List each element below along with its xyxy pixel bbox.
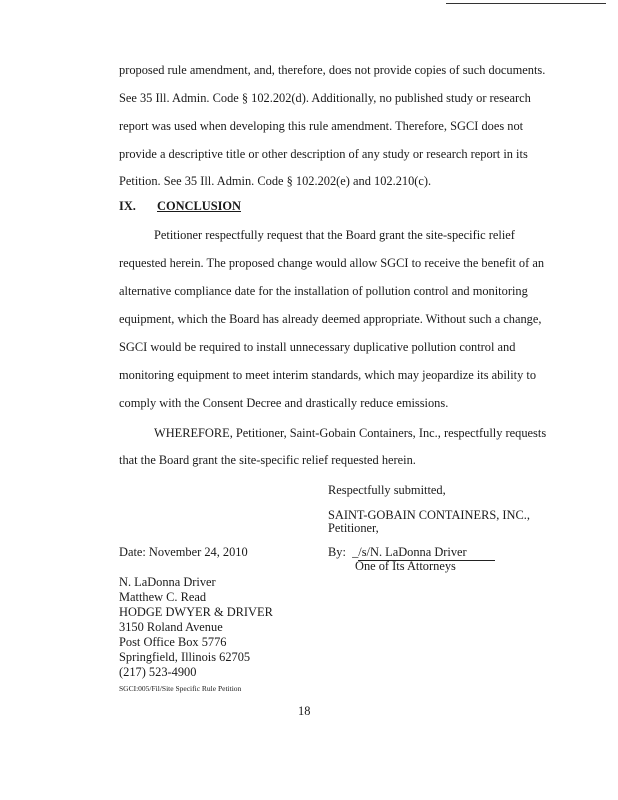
attorney-line: Post Office Box 5776 xyxy=(119,635,227,649)
signature-role: Petitioner, xyxy=(328,521,379,535)
conclusion-line: equipment, which the Board has already deemed appropriate. Without such a change, xyxy=(119,312,542,326)
conclusion-line: comply with the Consent Decree and drastically reduce emissions. xyxy=(119,396,449,410)
body-line: report was used when developing this rule amendment. Therefore, SGCI does not xyxy=(119,119,524,133)
body-line: provide a descriptive title or other description of any study or research report in its xyxy=(119,147,528,161)
body-line: proposed rule amendment, and, therefore, does not provide copies of such documents. xyxy=(119,63,546,77)
signature-by-line: By: _/s/N. LaDonna Driver xyxy=(328,545,495,561)
signature-by-label: By: xyxy=(328,545,346,559)
conclusion-line: SGCI would be required to install unnecessary duplicative pollution control and xyxy=(119,340,516,354)
signature-of-attorneys: One of Its Attorneys xyxy=(355,559,456,573)
conclusion-line: alternative compliance date for the installation of pollution control and monitoring xyxy=(119,284,528,298)
section-title: CONCLUSION xyxy=(157,199,241,213)
section-heading xyxy=(119,199,241,214)
signature-company: SAINT-GOBAIN CONTAINERS, INC., xyxy=(328,508,530,522)
wherefore-line: WHEREFORE, Petitioner, Saint-Gobain Containers, Inc., respectfully requests xyxy=(154,426,547,440)
body-line: See 35 Ill. Admin. Code § 102.202(d). Additionally, no published study or research xyxy=(119,91,531,105)
date-line: Date: November 24, 2010 xyxy=(119,545,248,559)
page-number: 18 xyxy=(298,704,311,718)
attorney-line: HODGE DWYER & DRIVER xyxy=(119,605,273,619)
conclusion-line: requested herein. The proposed change would allow SGCI to receive the benefit of an xyxy=(119,256,545,270)
signature-name: /s/N. LaDonna Driver xyxy=(358,545,494,561)
attorney-line: N. LaDonna Driver xyxy=(119,575,216,589)
footer-code: SGCI:005/Fil/Site Specific Rule Petition xyxy=(119,684,242,693)
body-line: Petition. See 35 Ill. Admin. Code § 102.202(e) and 102.210(c). xyxy=(119,174,432,188)
signature-closing: Respectfully submitted, xyxy=(328,483,446,497)
attorney-line: Springfield, Illinois 62705 xyxy=(119,650,251,664)
attorney-line: Matthew C. Read xyxy=(119,590,207,604)
section-number: IX. xyxy=(119,199,136,213)
conclusion-line: Petitioner respectfully request that the Board grant the site-specific relief xyxy=(154,228,515,242)
attorney-line: 3150 Roland Avenue xyxy=(119,620,223,634)
conclusion-line: monitoring equipment to meet interim standards, which may jeopardize its ability to xyxy=(119,368,537,382)
wherefore-line: that the Board grant the site-specific relief requested herein. xyxy=(119,453,416,467)
attorney-line: (217) 523-4900 xyxy=(119,665,197,679)
top-rule-line xyxy=(446,3,606,4)
